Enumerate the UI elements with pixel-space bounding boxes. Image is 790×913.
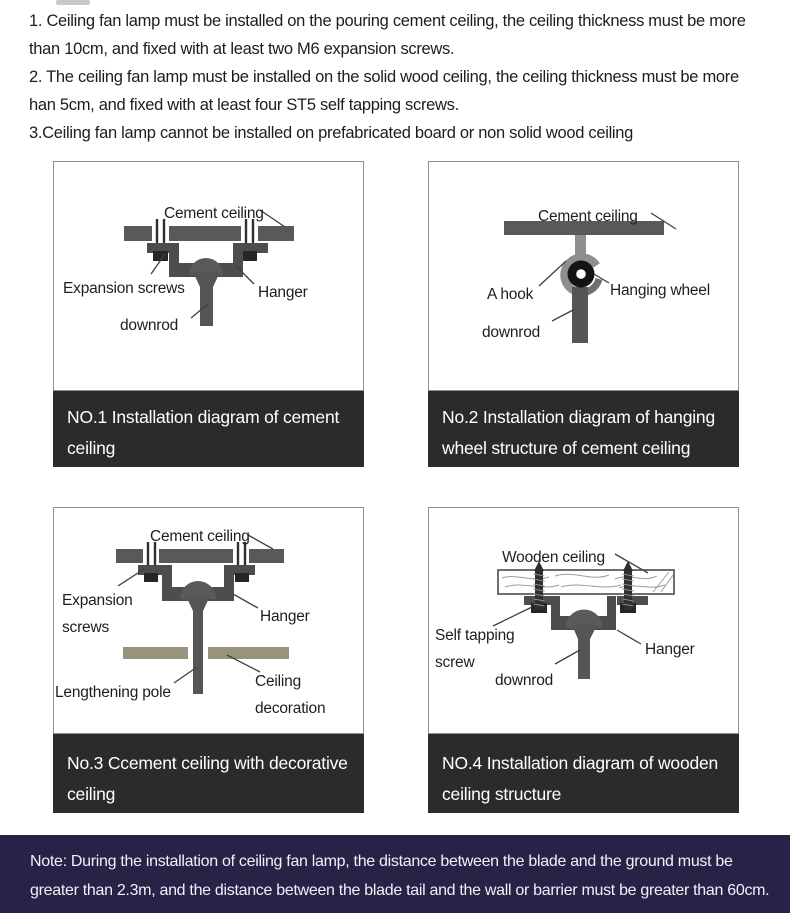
self-tapping-screw-right [623,561,634,610]
diagram-no3-decorative-ceiling [53,507,364,734]
label-hanging-wheel: Hanging wheel [610,282,710,299]
instruction-list [29,7,769,147]
scan-artifact [56,0,90,5]
diagram-no2-hanging-wheel [428,161,739,391]
note-line1: Note: During the installation of ceiling fan lamp, the distance between the blade and the ground must be [30,853,733,870]
caption-no1-line1: NO.1 Installation diagram of cement [67,407,340,427]
panel-no3 [53,507,364,813]
note-line2: greater than 2.3m, and the distance between the blade tail and the wall or barrier must be greater than 60cm. [30,882,770,899]
diagram-no1-cement-ceiling [53,161,364,391]
nut-right [235,573,249,582]
label-lengthening-pole: Lengthening pole [55,684,171,701]
label-cement-ceiling: Cement ceiling [150,528,250,545]
ceiling-bar [124,226,294,241]
panel-no2 [428,161,739,467]
caption-no4-line1: NO.4 Installation diagram of wooden [442,753,719,773]
note-bar [0,835,790,913]
instruction-line-2: 2. The ceiling fan lamp must be installed on the solid wood ceiling, the ceiling thickness must be more [29,68,739,86]
instruction-line-1: 1. Ceiling fan lamp must be installed on the pouring cement ceiling, the ceiling thickness must be more [29,12,746,30]
caption-no2 [428,391,739,467]
label-wooden-ceiling: Wooden ceiling [502,549,605,566]
label-self-tapping-screw: Self tapping screw [435,627,515,671]
label-hanger: Hanger [645,641,695,658]
downrod-shape [193,272,220,326]
screw-slot-left [152,225,169,242]
wooden-plank [498,570,674,594]
caption-no4 [428,734,739,813]
label-downrod: downrod [482,324,541,341]
label-expansion-screws: Expansion screws [63,280,185,297]
caption-no1 [53,391,364,467]
label-hanger: Hanger [258,284,308,301]
label-ceiling-decoration: Ceiling decoration [255,673,326,717]
label-downrod: downrod [495,672,554,689]
caption-no2-line2: wheel structure of cement ceiling [442,438,691,458]
caption-no3 [53,734,364,813]
label-hanger: Hanger [260,608,310,625]
label-cement-ceiling: Cement ceiling [164,205,264,222]
caption-no3-line2: ceiling [67,784,116,804]
wheel-hole [576,269,586,279]
caption-no2-line1: No.2 Installation diagram of hanging [442,407,715,427]
caption-no4-line2: ceiling structure [442,784,562,804]
label-expansion-screws: Expansion screws [62,592,133,636]
ceiling-bar [116,549,284,563]
wooden-ceiling-drawing [429,508,738,733]
label-downrod: downrod [120,317,179,334]
screw-slot-right [241,225,258,242]
panel-no4 [428,507,739,813]
screw-slot-right [233,548,249,564]
label-a-hook: A hook [487,286,534,303]
nut-left [144,573,158,582]
diagram-no4-wooden-ceiling [428,507,739,734]
label-cement-ceiling: Cement ceiling [538,208,638,225]
panel-no1 [53,161,364,467]
hanging-wheel-drawing [429,162,738,390]
screw-slot-left [143,548,159,564]
instruction-line-1b: than 10cm, and fixed with at least two M6 expansion screws. [29,40,455,58]
caption-no3-line1: No.3 Ccement ceiling with decorative [67,753,348,773]
caption-no1-line2: ceiling [67,438,116,458]
downrod-shape [572,287,588,343]
nut-right [242,251,257,261]
instruction-line-3: 3.Ceiling fan lamp cannot be installed on prefabricated board or non solid wood ceiling [29,124,634,142]
instruction-line-2b: han 5cm, and fixed with at least four ST5 self tapping screws. [29,96,459,114]
